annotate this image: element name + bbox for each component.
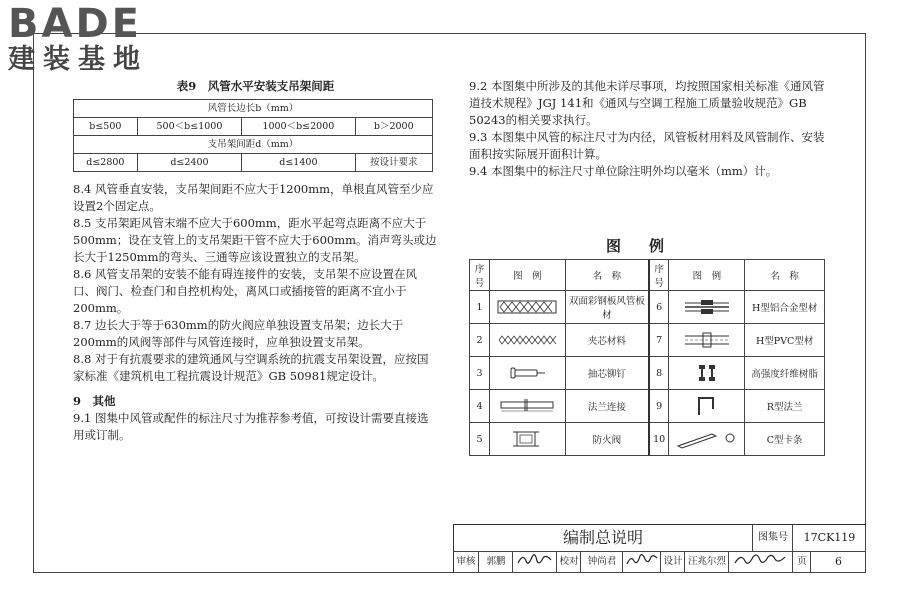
- designer-signature-icon: [728, 551, 793, 572]
- fire-damper-icon: [489, 423, 565, 456]
- legend-table: [469, 259, 825, 456]
- table9-cell: 1000＜b≤2000: [242, 118, 355, 136]
- atlas-label: 图集号: [752, 525, 793, 551]
- left-column: [73, 78, 438, 444]
- core-material-icon: [489, 324, 565, 357]
- table9-caption: 表9 风管水平安装支吊架间距: [176, 79, 335, 93]
- reviewer-signature-icon: [512, 551, 557, 572]
- table9-cell: d≤2400: [137, 154, 241, 172]
- r-flange-icon: [669, 390, 745, 423]
- h-aluminum-profile-icon: [669, 291, 745, 324]
- legend-no: 8: [649, 357, 669, 390]
- flange-connection-icon: [489, 390, 565, 423]
- review-label: 审核: [456, 556, 476, 567]
- legend-no: 5: [470, 423, 490, 456]
- legend-name: 防火阀: [565, 423, 649, 456]
- drawing-title: 编制总说明: [562, 528, 643, 547]
- c-clip-icon: [669, 423, 745, 456]
- legend-no: 1: [470, 291, 490, 324]
- legend-header-no: 序号: [649, 260, 669, 291]
- legend-no: 10: [649, 423, 669, 456]
- paragraph: 8.5 支吊架距风管末端不应大于600mm，距水平起弯点距离不应大于500mm；设在支管上的支吊架距干管不应大于600mm。消声弯头或边长大于1250mm的弯头、三通等应该设置独立的支吊架。: [73, 216, 437, 264]
- atlas-number: 17CK119: [792, 525, 866, 551]
- check-label: 校对: [556, 551, 581, 572]
- design-label: 设计: [660, 551, 685, 572]
- fiber-resin-icon: [669, 357, 745, 390]
- paragraph: 8.6 风管支吊架的安装不能有碍连接件的安装，支吊架不应设置在风口、阀门、检查门和自控机构处，离风口或插接管的距离不宜小于200mm。: [73, 267, 417, 315]
- legend-header-name: 名 称: [745, 260, 825, 291]
- paragraph: 9.1 图集中风管或配件的标注尺寸为推荐参考值，可按设计需要直接选用或订制。: [73, 411, 429, 442]
- paragraph: 9.2 本图集中所涉及的其他未详尽事项，均按照国家相关标准《通风管道技术规程》JGJ 141和《通风与空调工程施工质量验收规范》GB 50243的相关要求执行。: [469, 79, 825, 127]
- legend-name: C型卡条: [745, 423, 825, 456]
- table9-cell: d≤2800: [74, 154, 138, 172]
- section-heading: 9 其他: [73, 394, 116, 408]
- title-block-top: [454, 525, 865, 552]
- paragraph: 8.8 对于有抗震要求的建筑通风与空调系统的抗震支吊架设置，应按国家标准《建筑机电工程抗震设计规范》GB 50981规定设计。: [73, 352, 429, 383]
- legend-no: 3: [470, 357, 490, 390]
- legend-name: R型法兰: [745, 390, 825, 423]
- logo-cn: 建装基地: [8, 44, 148, 75]
- legend-name: 夹芯材料: [565, 324, 649, 357]
- h-pvc-profile-icon: [669, 324, 745, 357]
- table9-cell: d≤1400: [242, 154, 355, 172]
- legend-name: 高强度纤维树脂: [745, 357, 825, 390]
- checker-name: 钟尚君: [580, 551, 623, 572]
- legend-name: 法兰连接: [565, 390, 649, 423]
- table9-cell: 按设计要求: [355, 154, 432, 172]
- legend-no: 9: [649, 390, 669, 423]
- table9: [73, 99, 433, 172]
- legend-header-symbol: 图 例: [489, 260, 565, 291]
- paragraph: 8.7 边长大于等于630mm的防火阀应单独设置支吊架；边长大于200mm的风阀等部件与风管连接时，应单独设置支吊架。: [73, 318, 404, 349]
- title-block-bottom: [454, 551, 865, 572]
- legend-name: H型铝合金型材: [745, 291, 825, 324]
- table9-cell: 500＜b≤1000: [137, 118, 241, 136]
- table9-header2: 支吊架间距d（mm）: [74, 136, 433, 154]
- legend-name: H型PVC型材: [745, 324, 825, 357]
- legend-title: 图例: [605, 237, 692, 255]
- legend-no: 4: [470, 390, 490, 423]
- legend-no: 7: [649, 324, 669, 357]
- page-label: 页: [792, 551, 811, 572]
- legend-name: 抽芯铆钉: [565, 357, 649, 390]
- table9-header1: 风管长边长b（mm）: [74, 100, 433, 118]
- legend-no: 6: [649, 291, 669, 324]
- legend-header-no: 序号: [470, 260, 490, 291]
- checker-signature-icon: [622, 551, 661, 572]
- legend-header-symbol: 图 例: [669, 260, 745, 291]
- legend-no: 2: [470, 324, 490, 357]
- legend-header-name: 名 称: [565, 260, 649, 291]
- table9-cell: b＞2000: [355, 118, 432, 136]
- title-block: [453, 524, 866, 573]
- legend-name: 双面彩钢板风管板材: [565, 291, 649, 324]
- paragraph: 8.4 风管垂直安装，支吊架间距不应大于1200mm，单根直风管至少应设置2个固定点。: [73, 182, 434, 213]
- reviewer-name: 郭鹏: [478, 551, 513, 572]
- blind-rivet-icon: [489, 357, 565, 390]
- paragraph: 9.3 本图集中风管的标注尺寸为内径，风管板材用料及风管制作、安装面积按实际展开面积计算。: [469, 130, 825, 161]
- paragraph: 9.4 本图集中的标注尺寸单位除注明外均以毫米（mm）计。: [469, 164, 778, 178]
- table9-cell: b≤500: [74, 118, 138, 136]
- logo-en: BADE: [8, 1, 142, 47]
- logo: [8, 1, 148, 76]
- color-steel-panel-icon: [489, 291, 565, 324]
- page-number: 6: [810, 551, 866, 572]
- right-column: [469, 78, 829, 180]
- designer-name: 汪兆尔烈: [684, 551, 729, 572]
